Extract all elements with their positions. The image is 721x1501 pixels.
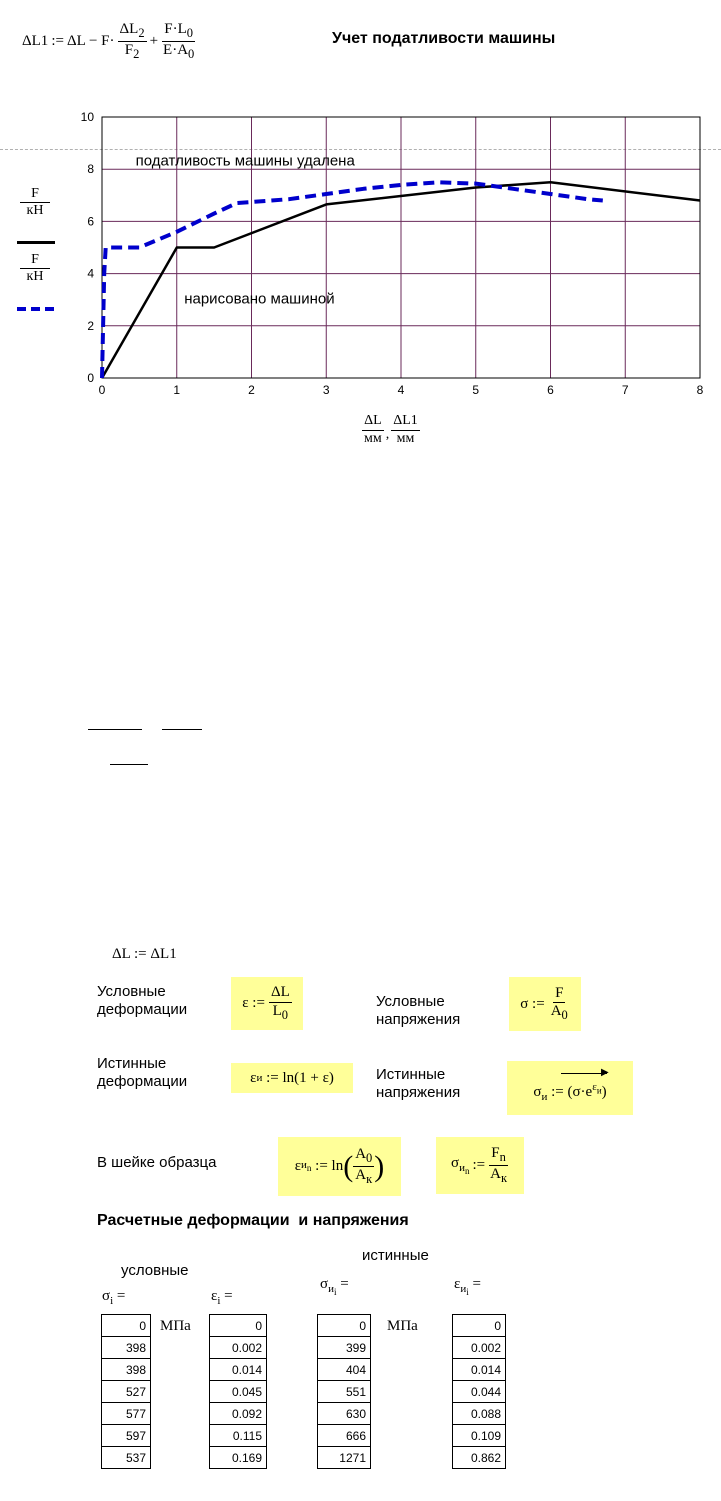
x-tick-label: 0 (98, 383, 106, 397)
table-row (453, 1315, 506, 1337)
table-cell: 0.002 (210, 1337, 267, 1359)
table-cell: 1271 (318, 1447, 371, 1469)
x-tick-label: 7 (621, 383, 629, 397)
sigma-i-table (101, 1314, 151, 1469)
table-row (102, 1447, 151, 1469)
legend-solid-line (17, 241, 55, 244)
table-row (453, 1447, 506, 1469)
empty-fraction-bar-2 (162, 729, 202, 730)
table-cell: 0.002 (453, 1337, 506, 1359)
table-row (210, 1425, 267, 1447)
table-cell: 0 (102, 1315, 151, 1337)
empty-fraction-bar-1 (88, 729, 142, 730)
sigma-true-label: $\sigma_{и_i}$ = (320, 1276, 349, 1298)
table-row (102, 1381, 151, 1403)
x-tick-label: 8 (696, 383, 704, 397)
neck-label: В шейке образца (97, 1154, 217, 1171)
eps-true-table (452, 1314, 506, 1469)
cond-str-formula: σ := $\frac{F}{A_0}$ (509, 977, 581, 1031)
formula-assign: := (51, 33, 64, 50)
chart (0, 100, 721, 400)
table-row (102, 1359, 151, 1381)
table-cell: 0 (210, 1315, 267, 1337)
table-row (453, 1381, 506, 1403)
x-tick-label: 6 (547, 383, 554, 397)
page-heading: Учет податливости машины (332, 30, 556, 47)
formula-fraction-2: $\frac{F\cdot L_0}{E\cdot A_0}$ (163, 21, 195, 62)
table-cell: 0.862 (453, 1447, 506, 1469)
y-tick-label: 10 (80, 110, 94, 124)
compliance-formula (22, 22, 196, 61)
chart-annotations (136, 152, 356, 307)
neck-stress-formula: $\sigma_{и_n}$ := $\frac{F_n}{A_к}$ (436, 1137, 524, 1194)
table-row (210, 1447, 267, 1469)
y-label-solid: F кН (20, 186, 50, 219)
x-tick-label: 2 (248, 383, 255, 397)
unit-mpa-1: МПа (160, 1318, 191, 1334)
table-row (318, 1359, 371, 1381)
table-cell: 398 (102, 1337, 151, 1359)
table-row (453, 1403, 506, 1425)
table-cell: 551 (318, 1381, 371, 1403)
table-row (210, 1315, 267, 1337)
x-tick-label: 4 (397, 383, 405, 397)
results-heading: Расчетные деформации и напряжения (97, 1212, 409, 1229)
x-tick-label: 1 (173, 383, 181, 397)
group-true-label: истинные (362, 1247, 429, 1264)
true-def-formula: ε и := ln(1 + ε) (231, 1063, 353, 1093)
table-cell: 0.109 (453, 1425, 506, 1447)
table-row (210, 1381, 267, 1403)
true-def-label: Истинные деформации (97, 1055, 188, 1090)
eps-i-label: $\varepsilon_i$ = (211, 1288, 233, 1307)
table-row (102, 1337, 151, 1359)
table-row (102, 1403, 151, 1425)
x-tick-label: 3 (322, 383, 330, 397)
table-cell: 404 (318, 1359, 371, 1381)
y-label-dashed: F кН (20, 252, 50, 285)
cond-str-label: Условные напряжения (376, 993, 461, 1028)
table-cell: 0.169 (210, 1447, 267, 1469)
assign-line: ΔL := ΔL1 (112, 946, 177, 962)
table-cell: 0.115 (210, 1425, 267, 1447)
table-row (210, 1403, 267, 1425)
formula-lhs: ΔL1 (22, 33, 49, 50)
table-row (318, 1315, 371, 1337)
group-conditional-label: условные (121, 1262, 189, 1279)
cond-def-label: Условные деформации (97, 983, 188, 1018)
x-tick-label: 5 (472, 383, 480, 397)
formula-term-1: ΔL − F· (66, 33, 115, 50)
table-cell: 0.014 (453, 1359, 506, 1381)
table-row (318, 1403, 371, 1425)
table-cell: 0 (318, 1315, 371, 1337)
eps-i-table (209, 1314, 267, 1469)
table-row (318, 1381, 371, 1403)
table-row (453, 1425, 506, 1447)
annotation-compliance-removed: податливость машины удалена (135, 152, 355, 170)
table-cell: 0.045 (210, 1381, 267, 1403)
x-label-part-2: $\frac{\Delta L1}{мм}$ (393, 413, 418, 446)
table-cell: 0.014 (210, 1359, 267, 1381)
table-cell: 577 (102, 1403, 151, 1425)
y-tick-label: 0 (87, 371, 94, 385)
table-row (210, 1337, 267, 1359)
x-label (362, 414, 420, 446)
y-tick-label: 6 (87, 214, 94, 229)
table-row (102, 1315, 151, 1337)
x-label-part-1: $\frac{\Delta L}{мм}$ (364, 413, 382, 446)
sigma-true-table (317, 1314, 371, 1469)
table-cell: 398 (102, 1359, 151, 1381)
table-cell: 0.044 (453, 1381, 506, 1403)
y-tick-label: 4 (87, 266, 94, 281)
table-cell: 0.088 (453, 1403, 506, 1425)
table-row (102, 1425, 151, 1447)
table-cell: 597 (102, 1425, 151, 1447)
table-row (453, 1359, 506, 1381)
formula-plus: + (149, 33, 159, 50)
eps-true-label: $\varepsilon_{и_i}$ = (454, 1276, 481, 1298)
empty-fraction-bar-3 (110, 764, 148, 765)
y-tick-label: 8 (87, 162, 94, 177)
table-cell: 0.092 (210, 1403, 267, 1425)
table-cell: 630 (318, 1403, 371, 1425)
table-row (318, 1447, 371, 1469)
sigma-i-label: $\sigma_i$ = (102, 1288, 126, 1307)
table-cell: 666 (318, 1425, 371, 1447)
table-cell: 0 (453, 1315, 506, 1337)
unit-mpa-2: МПа (387, 1318, 418, 1334)
y-tick-label: 2 (87, 318, 94, 333)
true-str-formula: ▶ $\sigma_и$ := $(\sigma\cdot e^{\varepsilon_и})$ (507, 1061, 633, 1115)
table-row (318, 1337, 371, 1359)
formula-fraction-1: $\frac{\Delta L_2}{F_2}$ (119, 21, 145, 62)
true-str-label: Истинные напряжения (376, 1066, 461, 1101)
table-cell: 537 (102, 1447, 151, 1469)
table-cell: 527 (102, 1381, 151, 1403)
table-row (210, 1359, 267, 1381)
legend-dashed-line (17, 306, 57, 312)
x-label-separator: , (385, 427, 390, 443)
table-row (453, 1337, 506, 1359)
cond-def-formula: ε := $\frac{\Delta L}{L_0}$ (231, 977, 303, 1030)
annotation-machine-drawn: нарисовано машиной (184, 290, 335, 308)
table-row (318, 1425, 371, 1447)
table-cell: 399 (318, 1337, 371, 1359)
neck-strain-formula: ε $и_n$ := ln ( $\frac{A_0}{A_к}$ ) (278, 1137, 401, 1196)
